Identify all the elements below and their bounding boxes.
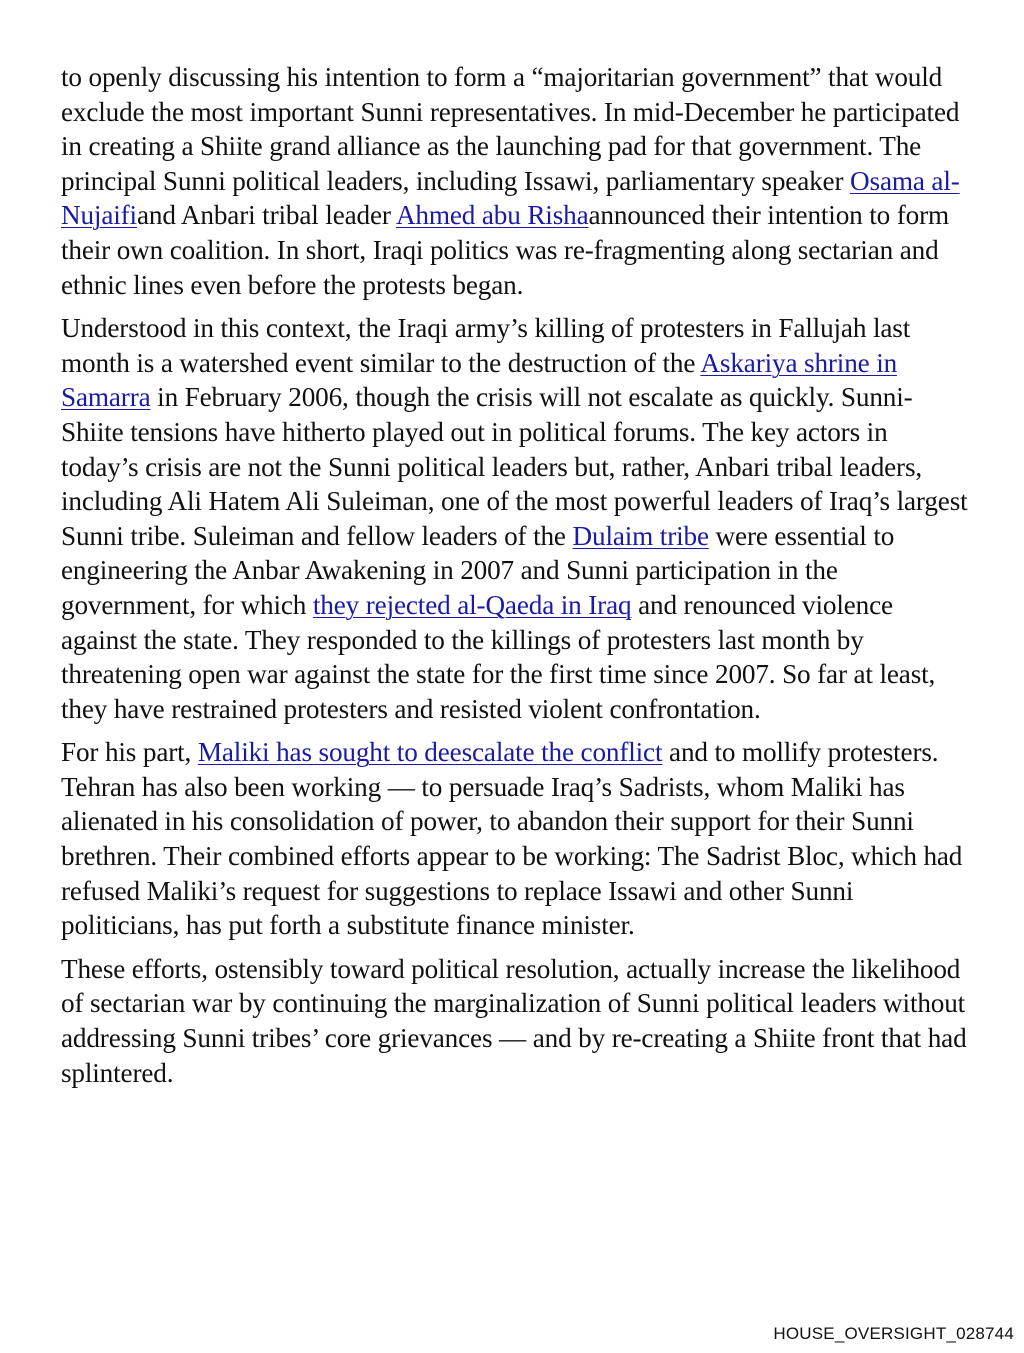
text-segment: Understood in this context, the Iraqi army’s killing of protesters in Fallujah last month is a watershed event similar to the destruction of the	[61, 313, 911, 378]
link-maliki-deescalate[interactable]: Maliki has sought to deescalate the conflict	[197, 737, 663, 768]
bates-number: HOUSE_OVERSIGHT_028744	[773, 1324, 1014, 1343]
text-segment: in February 2006, though the crisis will not escalate as quickly. Sunni-Shiite tensions have hitherto played out in political forums. The key actors in today’s crisis are not the Sunni political leaders but, rather, Anbari tribal leaders, including Ali Hatem Ali Suleiman, one of the most powerful leaders of Iraq’s largest Sunni tribe. Suleiman and fellow leaders of the	[61, 382, 968, 551]
document-body	[61, 60, 971, 1099]
link-rejected-al-qaeda[interactable]: they rejected al-Qaeda in Iraq	[312, 589, 632, 620]
paragraph-1	[61, 60, 971, 302]
link-ahmed-abu-risha[interactable]: Ahmed abu Risha	[395, 200, 589, 231]
paragraph-4	[61, 952, 971, 1090]
link-askariya-shrine[interactable]: Askariya shrine in Samarra	[61, 347, 898, 413]
text-segment: and Anbari tribal leader	[136, 200, 396, 231]
text-segment: These efforts, ostensibly toward political resolution, actually increase the likelihood of sectarian war by continuing the marginalization of Sunni political leaders without addressing Sunni tribes’ core grievances — and by re-creating a Shiite front that had splintered.	[61, 953, 967, 1088]
paragraph-3	[61, 735, 971, 943]
text-segment: announced their intention to form their own coalition. In short, Iraqi politics was re-fragmenting along sectarian and ethnic lines even before the protests began.	[61, 200, 949, 300]
link-dulaim-tribe[interactable]: Dulaim tribe	[572, 520, 709, 551]
link-osama-al-nujaifi[interactable]: Osama al-Nujaifi	[61, 165, 960, 231]
paragraph-2	[61, 311, 971, 726]
text-segment: were essential to engineering the Anbar Awakening in 2007 and Sunni participation in the government, for which	[61, 520, 895, 620]
text-segment: and to mollify protesters. Tehran has also been working — to persuade Iraq’s Sadrists, whom Maliki has alienated in his consolidation of power, to abandon their support for their Sunni brethren. Their combined efforts appear to be working: The Sadrist Bloc, which had refused Maliki’s request for suggestions to replace Issawi and other Sunni politicians, has put forth a substitute finance minister.	[61, 737, 963, 941]
text-segment: to openly discussing his intention to form a “majoritarian government” that would exclude the most important Sunni representatives. In mid-December he participated in creating a Shiite grand alliance as the launching pad for that government. The principal Sunni political leaders, including Issawi, parliamentary speaker	[61, 62, 960, 196]
text-segment: and renounced violence against the state. They responded to the killings of protesters last month by threatening open war against the state for the first time since 2007. So far at least, they have restrained protesters and resisted violent confrontation.	[61, 589, 936, 724]
text-segment: For his part,	[61, 737, 198, 768]
